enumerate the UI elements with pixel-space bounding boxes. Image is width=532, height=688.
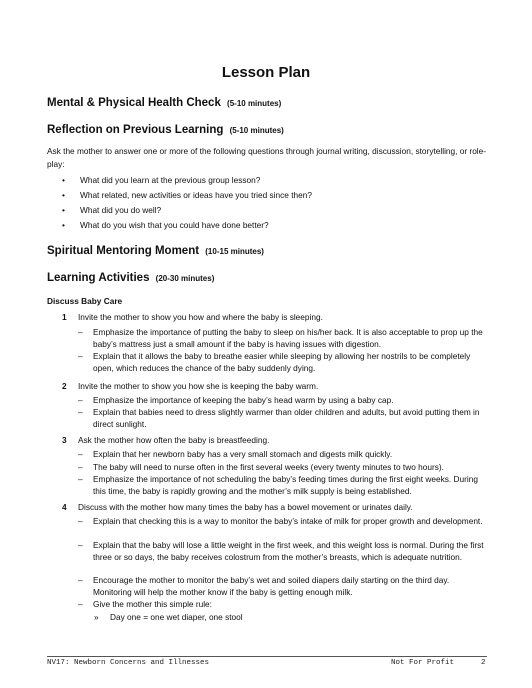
section-title: Reflection on Previous Learning <box>47 124 224 136</box>
question-text: What do you wish that you could have done better? <box>80 220 269 230</box>
question-item <box>62 219 269 232</box>
activity-item-3 <box>62 434 269 447</box>
arrow-icon: » <box>94 612 99 622</box>
dash-icon: – <box>78 599 83 609</box>
dash-icon: – <box>78 474 83 484</box>
dash-icon: – <box>78 351 83 361</box>
sub-point <box>78 326 488 350</box>
item-text: Discuss with the mother how many times the baby has a bowel movement or urinates daily. <box>78 502 413 512</box>
dash-icon: – <box>78 516 83 526</box>
item-number: 2 <box>62 381 67 391</box>
item-number: 3 <box>62 435 67 445</box>
sub-point-text: Give the mother this simple rule: <box>93 599 212 609</box>
question-text: What did you do well? <box>80 205 162 215</box>
bullet-icon: • <box>62 205 65 215</box>
dash-icon: – <box>78 540 83 550</box>
question-item <box>62 174 260 187</box>
activity-item-2 <box>62 380 318 393</box>
sub-point-text: Explain that babies need to dress slightly warmer than older children and adults, but avoid putting them in direct sunlight. <box>93 407 480 429</box>
dash-icon: – <box>78 449 83 459</box>
item-text: Ask the mother how often the baby is breastfeeding. <box>78 435 270 445</box>
bullet-icon: • <box>62 190 65 200</box>
dash-icon: – <box>78 462 83 472</box>
section-duration: (20-30 minutes) <box>155 274 215 283</box>
item-text: Invite the mother to show you how and where the baby is sleeping. <box>78 312 323 322</box>
section-duration: (5-10 minutes) <box>229 126 284 135</box>
section-title: Mental & Physical Health Check <box>47 97 221 109</box>
item-text: Invite the mother to show you how she is keeping the baby warm. <box>78 381 319 391</box>
sub-point-text: Explain that it allows the baby to breathe easier while sleeping by allowing her nostrils to be completely open, which reduces the chance of the baby suddenly dying. <box>93 351 471 373</box>
sub-point <box>78 515 488 527</box>
dash-icon: – <box>78 407 83 417</box>
question-text: What did you learn at the previous group lesson? <box>80 175 261 185</box>
footer-divider <box>47 656 487 657</box>
item-number: 1 <box>62 312 67 322</box>
sub-point-text: The baby will need to nurse often in the first several weeks (every twenty minutes to two hours). <box>93 462 444 472</box>
sub-point <box>78 350 488 374</box>
sub-point-text: Emphasize the importance of keeping the baby’s head warm by using a baby cap. <box>93 395 394 405</box>
bullet-icon: • <box>62 220 65 230</box>
activity-item-1 <box>62 311 323 324</box>
dash-icon: – <box>78 327 83 337</box>
rule-text: Day one = one wet diaper, one stool <box>110 612 243 622</box>
sub-point <box>78 574 488 598</box>
dash-icon: – <box>78 575 83 585</box>
footer-license: Not For Profit <box>391 659 455 667</box>
sub-point <box>78 539 488 563</box>
sub-point-text: Emphasize the importance of putting the baby to sleep on his/her back. It is also acceptable to prop up the baby’s mattress just a small amount if the baby is having issues with digestion. <box>93 327 483 349</box>
section-heading-health-check <box>47 97 281 109</box>
sub-point-text: Explain that checking this is a way to monitor the baby’s intake of milk for proper growth and development. <box>93 516 483 526</box>
footer-course-title: NV17: Newborn Concerns and Illnesses <box>47 659 210 667</box>
section-title: Learning Activities <box>47 272 150 284</box>
activity-item-4 <box>62 501 413 514</box>
bullet-icon: • <box>62 175 65 185</box>
sub-point-text: Emphasize the importance of not scheduling the baby’s feeding times during the first eight weeks. During this time, the baby is rapidly growing and the mother’s milk supply is being established. <box>93 474 478 496</box>
section-title: Spiritual Mentoring Moment <box>47 245 200 257</box>
section-heading-reflection <box>47 124 284 136</box>
sub-point-text: Explain that the baby will lose a little weight in the first week, and this weight loss is normal. During the first three or so days, the baby receives colostrum from the mother’s breasts, which is adequate nutrition. <box>93 540 484 562</box>
section-heading-spiritual <box>47 245 264 257</box>
rule-item <box>94 611 243 623</box>
item-number: 4 <box>62 502 67 512</box>
dash-icon: – <box>78 395 83 405</box>
question-item <box>62 204 161 217</box>
question-item <box>62 189 312 202</box>
sub-point <box>78 461 488 473</box>
sub-point-text: Encourage the mother to monitor the baby’s wet and soiled diapers daily starting on the third day. Monitoring will help the mother know if the baby is getting enough milk. <box>93 575 450 597</box>
section-heading-learning <box>47 272 214 284</box>
sub-point <box>78 394 488 406</box>
subsection-heading: Discuss Baby Care <box>47 296 123 306</box>
sub-point-text: Explain that her newborn baby has a very small stomach and digests milk quickly. <box>93 449 393 459</box>
page-title: Lesson Plan <box>221 64 311 81</box>
sub-point <box>78 448 488 460</box>
footer-page-number: 2 <box>481 659 486 667</box>
question-text: What related, new activities or ideas have you tried since then? <box>80 190 312 200</box>
section-duration: (5-10 minutes) <box>227 99 282 108</box>
sub-point <box>78 598 488 610</box>
sub-point <box>78 473 488 497</box>
reflection-intro: Ask the mother to answer one or more of the following questions through journal writing, discussion, storytelling, or role-play: <box>47 146 487 169</box>
section-duration: (10-15 minutes) <box>205 247 264 256</box>
sub-point <box>78 406 488 430</box>
